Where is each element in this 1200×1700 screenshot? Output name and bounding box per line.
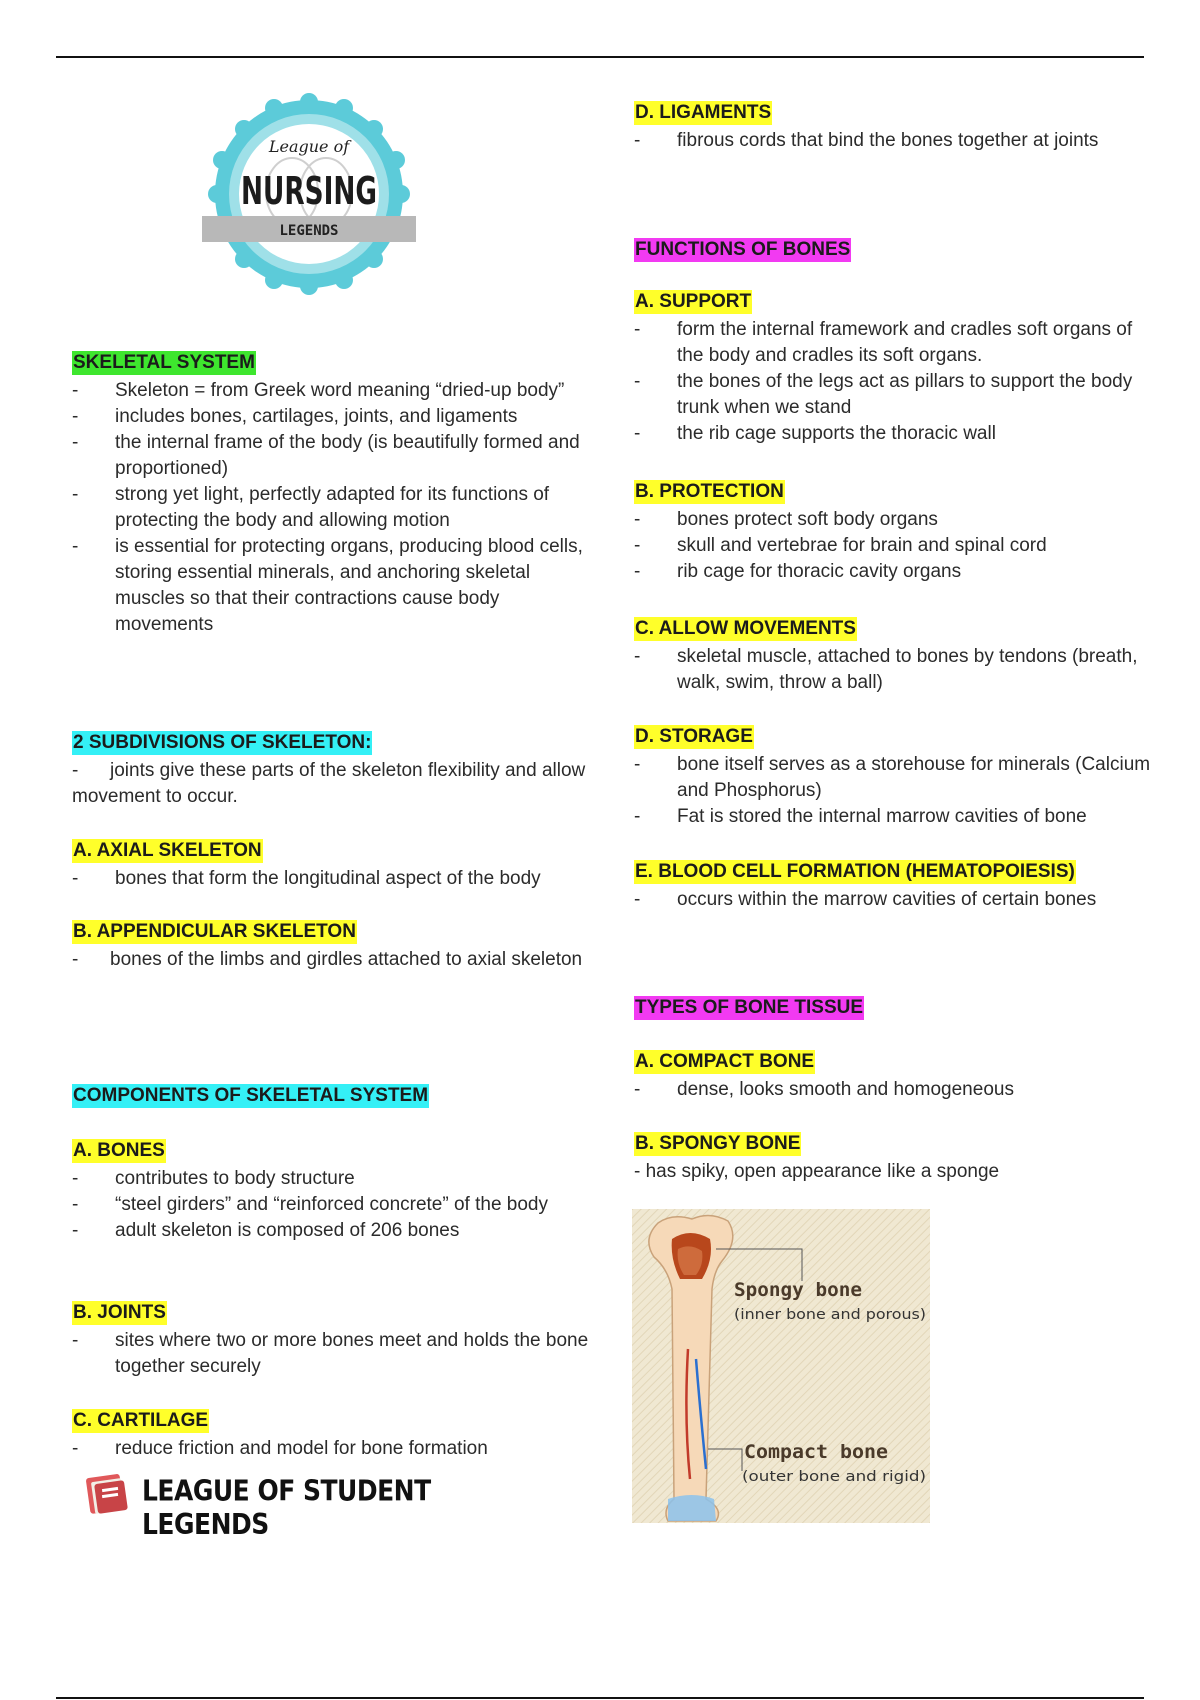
spongy-bone-sublabel: (inner bone and porous)	[734, 1307, 926, 1323]
bone-diagram	[632, 1209, 930, 1523]
list-item: - bones that form the longitudinal aspect of the body	[72, 866, 592, 892]
subdivisions-heading: 2 SUBDIVISIONS OF SKELETON:	[73, 732, 372, 753]
ligaments-heading: D. LIGAMENTS	[635, 102, 772, 123]
list-item: - dense, looks smooth and homogeneous	[634, 1077, 1154, 1103]
cartilage-heading: C. CARTILAGE	[73, 1410, 209, 1431]
protection-heading: B. PROTECTION	[635, 481, 784, 502]
spongy-bone-section	[634, 1131, 1154, 1185]
components-heading: COMPONENTS OF SKELETAL SYSTEM	[73, 1085, 429, 1106]
subdivisions-text: - joints give these parts of the skeleton flexibility and allow movement to occur.	[72, 760, 586, 807]
appendicular-text: - bones of the limbs and girdles attached to axial skeleton	[72, 949, 583, 970]
functions-section	[634, 237, 1154, 263]
list-item: - the bones of the legs act as pillars to support the body trunk when we stand	[634, 369, 1154, 421]
list-item: - bones protect soft body organs	[634, 507, 1154, 533]
components-section	[72, 1083, 592, 1109]
list-item: - occurs within the marrow cavities of certain bones	[634, 887, 1154, 913]
list-item: - contributes to body structure	[72, 1166, 592, 1192]
movements-heading: C. ALLOW MOVEMENTS	[635, 618, 856, 639]
skeletal-system-list	[72, 378, 592, 638]
support-list	[634, 317, 1154, 447]
cartilage-section	[72, 1408, 592, 1462]
axial-list	[72, 866, 592, 892]
bones-section	[72, 1138, 592, 1244]
svg-text:NURSING: NURSING	[241, 169, 377, 213]
skeletal-system-heading: SKELETAL SYSTEM	[73, 352, 255, 373]
support-heading: A. SUPPORT	[635, 291, 752, 312]
storage-list	[634, 752, 1154, 830]
spongy-bone-label: Spongy bone	[734, 1279, 862, 1301]
list-item: - “steel girders” and “reinforced concrete” of the body	[72, 1192, 592, 1218]
compact-bone-section	[634, 1049, 1154, 1103]
appendicular-skeleton-section	[72, 919, 592, 973]
skeletal-system-section	[72, 350, 592, 638]
movements-section	[634, 616, 1154, 696]
axial-skeleton-section	[72, 838, 592, 892]
svg-text:LEGENDS: LEGENDS	[279, 223, 339, 239]
compact-bone-label: Compact bone	[744, 1441, 888, 1463]
joints-section	[72, 1300, 592, 1380]
list-item: - the internal frame of the body (is beautifully formed and proportioned)	[72, 430, 592, 482]
list-item: - skull and vertebrae for brain and spinal cord	[634, 533, 1154, 559]
list-item: - includes bones, cartilages, joints, and ligaments	[72, 404, 592, 430]
list-item: - bone itself serves as a storehouse for minerals (Calcium and Phosphorus)	[634, 752, 1154, 804]
movements-list	[634, 644, 1154, 696]
types-heading: TYPES OF BONE TISSUE	[635, 997, 864, 1018]
protection-list	[634, 507, 1154, 585]
support-section	[634, 289, 1154, 447]
subdivisions-section	[72, 730, 592, 810]
list-item: - reduce friction and model for bone formation	[72, 1436, 592, 1462]
list-item: - Skeleton = from Greek word meaning “dried-up body”	[72, 378, 592, 404]
compact-bone-sublabel: (outer bone and rigid)	[742, 1469, 926, 1485]
list-item: - rib cage for thoracic cavity organs	[634, 559, 1154, 585]
blood-cell-list	[634, 887, 1154, 913]
book-icon	[84, 1468, 134, 1518]
league-of-student-legends-logo	[84, 1466, 454, 1541]
svg-text:League of: League of	[268, 137, 350, 156]
compact-bone-list	[634, 1077, 1154, 1103]
list-item: - the rib cage supports the thoracic wall	[634, 421, 1154, 447]
footer-logo-text: LEAGUE OF STUDENT LEGENDS	[142, 1474, 431, 1541]
joints-list	[72, 1328, 592, 1380]
list-item: - sites where two or more bones meet and holds the bone together securely	[72, 1328, 592, 1380]
axial-skeleton-heading: A. AXIAL SKELETON	[73, 840, 262, 861]
bottom-rule	[56, 1697, 1144, 1699]
compact-bone-heading: A. COMPACT BONE	[635, 1051, 815, 1072]
appendicular-skeleton-heading: B. APPENDICULAR SKELETON	[73, 921, 356, 942]
bones-list	[72, 1166, 592, 1244]
joints-heading: B. JOINTS	[73, 1302, 166, 1323]
list-item: - is essential for protecting organs, producing blood cells, storing essential minerals, and anchoring skeletal muscles so that their contractions cause body movements	[72, 534, 592, 638]
list-item: - adult skeleton is composed of 206 bones	[72, 1218, 592, 1244]
blood-cell-heading: E. BLOOD CELL FORMATION (HEMATOPOIESIS)	[635, 861, 1075, 882]
list-item: - Fat is stored the internal marrow cavities of bone	[634, 804, 1154, 830]
list-item: - skeletal muscle, attached to bones by tendons (breath, walk, swim, throw a ball)	[634, 644, 1154, 696]
spongy-bone-text: - has spiky, open appearance like a sponge	[634, 1161, 1000, 1182]
blood-cell-section	[634, 859, 1154, 913]
list-item: - strong yet light, perfectly adapted for its functions of protecting the body and allowing motion	[72, 482, 592, 534]
top-rule	[56, 56, 1144, 58]
storage-section	[634, 724, 1154, 830]
bones-heading: A. BONES	[73, 1140, 165, 1161]
list-item: - form the internal framework and cradles soft organs of the body and cradles its soft organs.	[634, 317, 1154, 369]
functions-heading: FUNCTIONS OF BONES	[635, 239, 851, 260]
spongy-bone-heading: B. SPONGY BONE	[635, 1133, 801, 1154]
ligaments-section	[634, 100, 1154, 154]
storage-heading: D. STORAGE	[635, 726, 753, 747]
protection-section	[634, 479, 1154, 585]
cartilage-list	[72, 1436, 592, 1462]
ligaments-list	[634, 128, 1154, 154]
list-item: - fibrous cords that bind the bones together at joints	[634, 128, 1154, 154]
nursing-legends-logo	[202, 100, 416, 294]
types-section	[634, 995, 1154, 1021]
